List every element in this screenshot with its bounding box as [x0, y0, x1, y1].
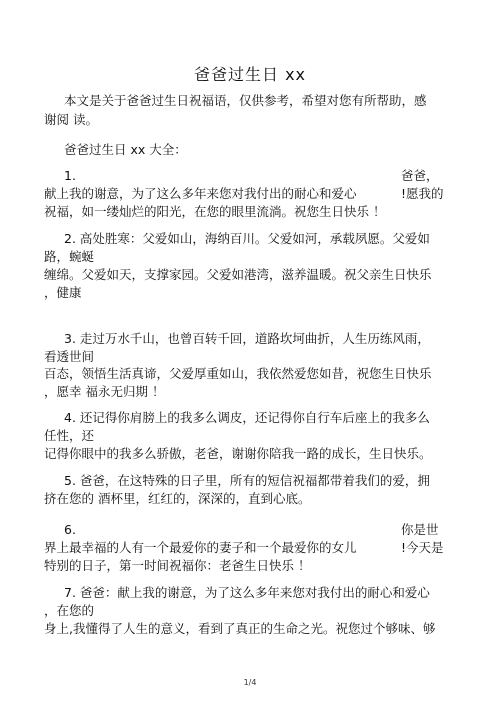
- list-item-text: 献上我的谢意，为了这么多年来您对我付出的耐心和爱心: [44, 186, 357, 201]
- list-item-text: 你是世: [401, 522, 439, 537]
- list-item-text: 界上最幸福的人有一个最爱你的妻子和一个最爱你的女儿: [44, 540, 357, 555]
- list-item-text: 看透世间: [44, 349, 95, 364]
- document-title: 爸爸过生日 xx: [193, 65, 307, 84]
- list-item-text: !今天是: [401, 540, 444, 555]
- intro-line: 谢阅 读。: [44, 112, 98, 127]
- list-item-text: 4. 还记得你肩膀上的我多么调皮，还记得你自行车后座上的我多么: [64, 410, 430, 425]
- page-number: 1/4: [243, 678, 257, 687]
- list-item-text: ，愿幸 福永无归期 ！: [44, 384, 165, 399]
- list-item-text: 身上,我懂得了人生的意义，看到了真正的生命之光。祝您过个够味、够: [44, 621, 436, 636]
- list-item-text: ，在您的: [44, 603, 95, 618]
- list-item-text: 爸爸，: [401, 168, 439, 183]
- list-item-text: 任性，还: [44, 428, 95, 443]
- list-item-text: 百态，领悟生活真谛，父爱厚重如山，我依然爱您如昔，祝您生日快乐: [44, 366, 432, 381]
- list-item-number: 6.: [64, 522, 76, 537]
- list-item-text: 路，蜿蜒: [44, 249, 95, 264]
- list-item-text: 特别的日子，第一时间祝福你：老爸生日快乐 ！: [44, 558, 311, 573]
- list-item-text: 3. 走过万水千山，也曾百转千回，道路坎坷曲折，人生历练风雨，: [64, 331, 430, 346]
- list-item-number: 1.: [64, 168, 76, 183]
- list-item-text: 缠绵。父爱如天，支撑家园。父爱如港湾，滋养温暖。祝父亲生日快乐: [44, 267, 432, 282]
- list-item-text: 7. 爸爸：献上我的谢意，为了这么多年来您对我付出的耐心和爱心: [64, 585, 430, 600]
- list-item-text: 挤在您的 酒杯里，红红的，深深的，直到心底。: [44, 491, 311, 506]
- subheading: 爸爸过生日 xx 大全：: [64, 142, 187, 157]
- list-item-text: 2. 高处胜寒：父爱如山，海纳百川。父爱如河，承载夙愿。父爱如: [64, 231, 430, 246]
- list-item-text: 5. 爸爸，在这特殊的日子里，所有的短信祝福都带着我们的爱，拥: [64, 473, 430, 488]
- list-item-text: !愿我的: [401, 186, 444, 201]
- list-item-text: ，健康: [44, 285, 82, 300]
- list-item-text: 祝福，如一缕灿烂的阳光，在您的眼里流淌。祝您生日快乐 ！: [44, 204, 386, 219]
- intro-line: 本文是关于爸爸过生日祝福语，仅供参考，希望对您有所帮助，感: [64, 93, 427, 108]
- list-item-text: 记得你眼中的我多么骄傲，老爸，谢谢你陪我一路的成长，生日快乐。: [44, 446, 432, 461]
